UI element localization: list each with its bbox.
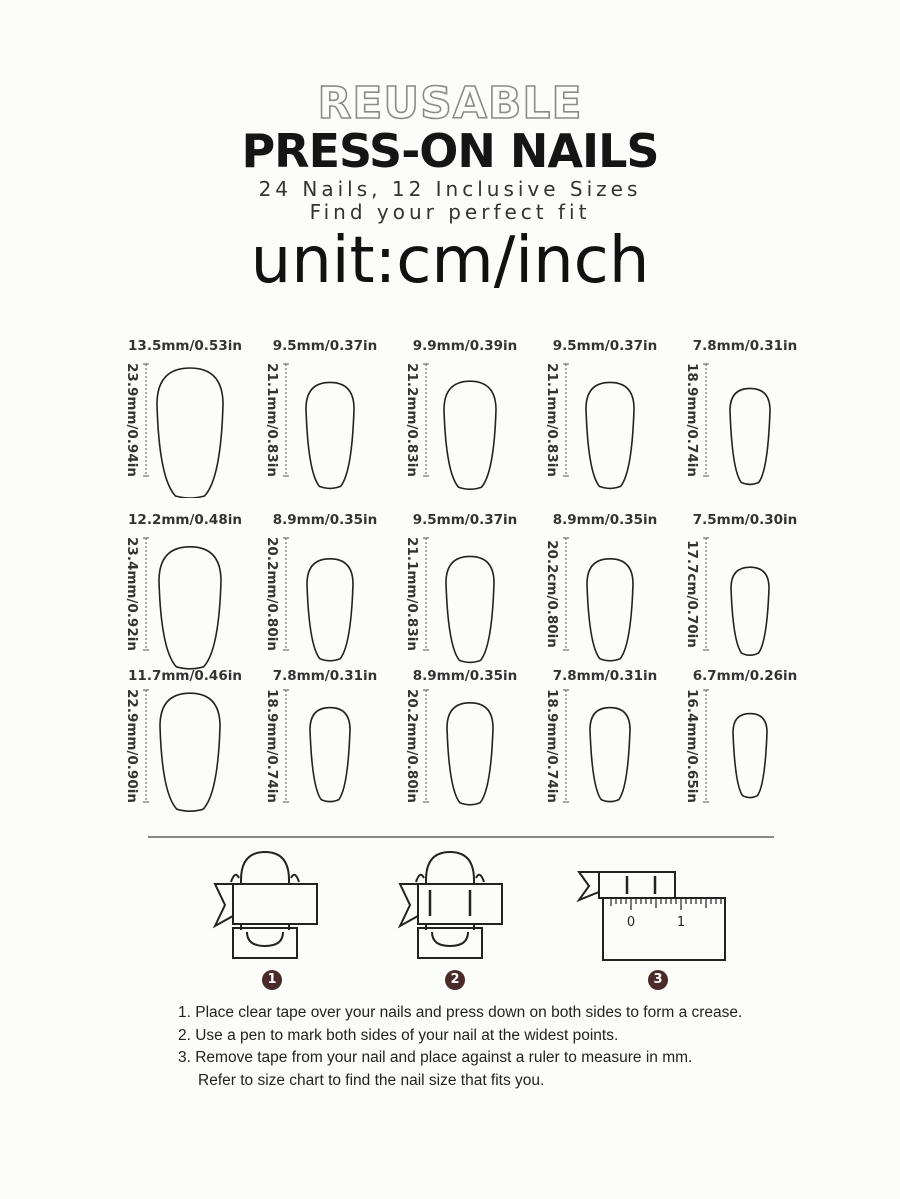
nail-size-cell — [250, 338, 390, 498]
nail-outline — [446, 556, 494, 662]
nail-outline — [444, 381, 496, 489]
ruler-label-1: 1 — [676, 915, 686, 930]
nail-outline — [730, 388, 770, 484]
nail-width-label: 8.9mm/0.35in — [412, 668, 518, 684]
nail-length-label: 21.1mm/0.83in — [404, 537, 420, 651]
nail-width-label: 9.5mm/0.37in — [412, 512, 518, 528]
nail-length-label: 21.1mm/0.83in — [264, 363, 280, 477]
instruction-3: 3. Remove tape from your nail and place against a ruler to measure in mm. — [178, 1049, 693, 1066]
nail-size-cell — [390, 338, 530, 498]
nail-length-label: 23.4mm/0.92in — [124, 537, 140, 651]
nail-width-label: 7.8mm/0.31in — [272, 668, 378, 684]
nail-length-label: 21.1mm/0.83in — [544, 363, 560, 477]
nail-width-label: 8.9mm/0.35in — [552, 512, 658, 528]
nail-length-label: 23.9mm/0.94in — [124, 363, 140, 477]
nail-length-label: 20.2mm/0.80in — [264, 537, 280, 651]
nail-outline — [587, 559, 633, 661]
nail-outline — [590, 708, 630, 802]
instruction-4: Refer to size chart to find the nail size that fits you. — [198, 1071, 545, 1089]
nail-size-cell — [530, 668, 670, 832]
nail-width-label: 12.2mm/0.48in — [128, 512, 242, 528]
nail-size-cell — [250, 668, 390, 832]
nail-outline — [310, 708, 350, 802]
nail-width-label: 9.5mm/0.37in — [272, 338, 378, 354]
nail-width-label: 8.9mm/0.35in — [272, 512, 378, 528]
subtitle-fit: Find your perfect fit — [309, 200, 591, 224]
unit-label: unit:cm/inch — [250, 224, 650, 298]
page-title: PRESS-ON NAILS — [241, 124, 659, 178]
step-2-number: 2 — [445, 970, 465, 990]
nail-width-label: 7.8mm/0.31in — [552, 668, 658, 684]
nail-length-label: 21.2mm/0.83in — [404, 363, 420, 477]
step-1-illustration — [205, 850, 325, 960]
step-3-ruler-illustration — [575, 866, 735, 966]
instruction-1: 1. Place clear tape over your nails and press down on both sides to form a crease. — [178, 1004, 743, 1021]
nail-outline — [159, 547, 221, 669]
instruction-2: 2. Use a pen to mark both sides of your nail at the widest points. — [178, 1026, 619, 1044]
nail-size-cell — [670, 668, 810, 832]
nail-length-label: 20.2mm/0.80in — [404, 689, 420, 803]
nail-length-label: 20.2cm/0.80in — [544, 540, 560, 648]
nail-length-label: 18.9mm/0.74in — [264, 689, 280, 803]
nail-length-label: 18.9mm/0.74in — [684, 363, 700, 477]
nail-size-cell — [390, 512, 530, 672]
nail-length-label: 17.7cm/0.70in — [684, 540, 700, 648]
nail-outline — [447, 703, 493, 805]
divider — [148, 836, 774, 838]
ruler-label-0: 0 — [626, 915, 636, 930]
step-3-number: 3 — [648, 970, 668, 990]
nail-size-cell — [530, 338, 670, 498]
nail-size-cell — [530, 512, 670, 672]
nail-size-cell — [670, 512, 810, 672]
subtitle-sizes: 24 Nails, 12 Inclusive Sizes — [258, 177, 642, 201]
nail-outline — [160, 693, 220, 811]
nail-size-cell — [110, 512, 250, 672]
nail-width-label: 11.7mm/0.46in — [128, 668, 242, 684]
nail-outline — [733, 714, 767, 798]
nail-outline — [586, 382, 634, 488]
nail-outline — [731, 567, 769, 655]
nail-width-label: 13.5mm/0.53in — [128, 338, 242, 354]
nail-length-label: 22.9mm/0.90in — [124, 689, 140, 803]
reusable-heading: REUSABLE — [317, 78, 583, 129]
nail-size-cell — [110, 668, 250, 832]
nail-size-cell — [670, 338, 810, 498]
instructions — [178, 1002, 818, 1092]
nail-width-label: 9.5mm/0.37in — [552, 338, 658, 354]
nail-size-cell — [390, 668, 530, 832]
nail-size-cell — [110, 338, 250, 498]
nail-width-label: 6.7mm/0.26in — [692, 668, 798, 684]
nail-size-cell — [250, 512, 390, 672]
nail-length-label: 18.9mm/0.74in — [544, 689, 560, 803]
nail-width-label: 7.5mm/0.30in — [692, 512, 798, 528]
nail-outline — [306, 382, 354, 488]
step-1-number: 1 — [262, 970, 282, 990]
step-2-illustration — [390, 850, 510, 960]
nail-length-label: 16.4mm/0.65in — [684, 689, 700, 803]
nail-outline — [307, 559, 353, 661]
nail-outline — [157, 368, 223, 498]
nail-width-label: 9.9mm/0.39in — [412, 338, 518, 354]
nail-width-label: 7.8mm/0.31in — [692, 338, 798, 354]
